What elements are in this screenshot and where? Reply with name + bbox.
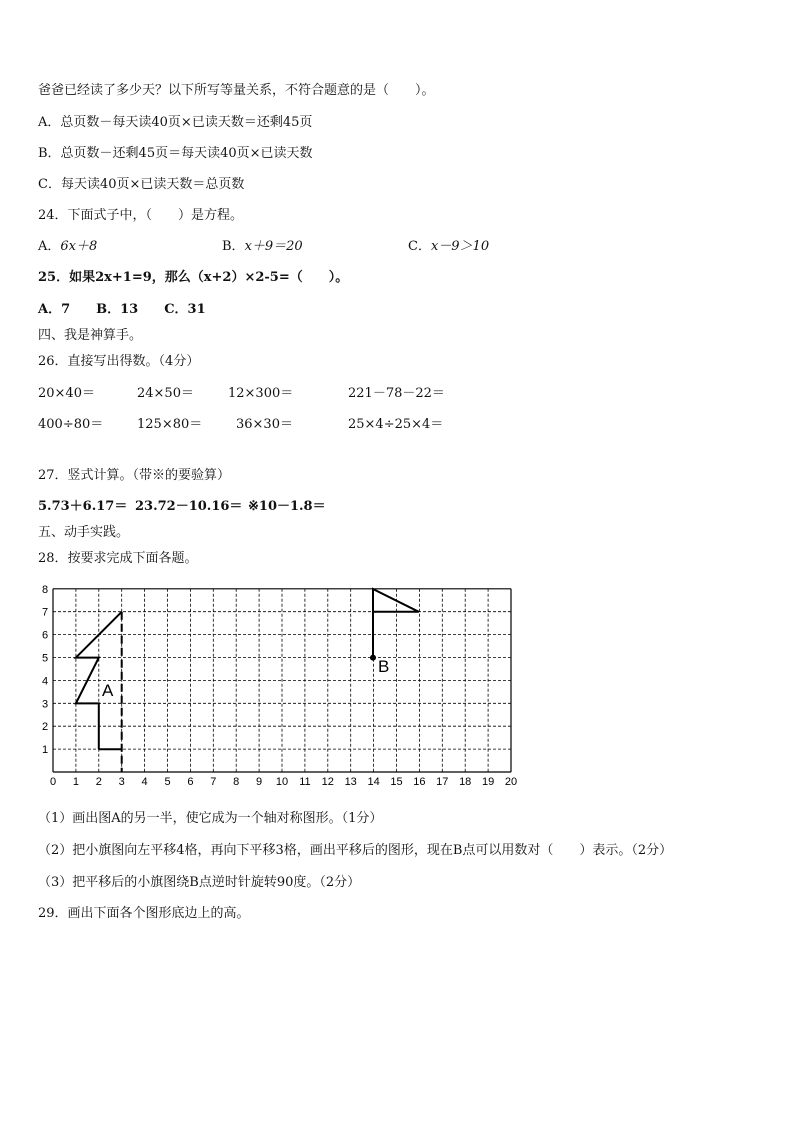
point-b-label: B: [378, 657, 390, 676]
section-4-title: 四、我是神算手。: [38, 328, 143, 343]
x-tick-label: 17: [436, 776, 449, 788]
q25-stem: 25．如果2x+1=9，那么（x+2）×2-5=（ ）。: [38, 270, 349, 285]
section-5-title: 五、动手实践。: [38, 525, 130, 540]
y-tick-label: 2: [41, 721, 49, 734]
q26-r1-c3: 12×300＝: [228, 386, 294, 401]
y-tick-label: 5: [41, 652, 49, 665]
q26-r1-c2: 24×50＝: [137, 386, 194, 401]
x-tick-label: 16: [413, 776, 426, 788]
q26-r1-c1: 20×40＝: [38, 386, 95, 401]
q28-sub-3: （3）把平移后的小旗图绕B点逆时针旋转90度。（2分）: [38, 875, 361, 890]
q23-option-b: B．总页数－还剩45页＝每天读40页×已读天数: [38, 146, 313, 161]
q28-sub-2: （2）把小旗图向左平移4格，再向下平移3格，画出平移后的图形，现在B点可以用数对（ ）表示。（2分）: [38, 843, 673, 858]
q26-r2-c4: 25×4÷25×4＝: [348, 417, 444, 432]
x-tick-label: 8: [233, 776, 240, 788]
q24-option-c-expr: x－9＞10: [430, 239, 490, 254]
q26-r1-c4: 221－78－22＝: [348, 386, 445, 401]
x-tick-label: 15: [390, 776, 403, 788]
q27-item-2: 23.72－10.16＝: [135, 499, 243, 514]
q23-option-a: A．总页数－每天读40页×已读天数＝还剩45页: [38, 115, 313, 130]
q26-r2-c3: 36×30＝: [236, 417, 293, 432]
q24-option-a-expr: 6x＋8: [60, 239, 98, 254]
x-tick-label: 13: [344, 776, 357, 788]
q27-stem: 27．竖式计算。（带※的要验算）: [38, 468, 231, 483]
q27-item-1: 5.73＋6.17＝: [38, 499, 128, 514]
q29-stem: 29．画出下面各个图形底边上的高。: [38, 906, 250, 921]
q28-stem: 28．按要求完成下面各题。: [38, 551, 198, 566]
x-tick-label: 6: [187, 776, 194, 788]
y-tick-label: 8: [41, 583, 49, 596]
q26-r2-c1: 400÷80＝: [38, 417, 104, 432]
y-tick-label: 3: [41, 698, 49, 711]
flag-triangle: [373, 589, 419, 612]
q24-option-c: [408, 238, 489, 256]
x-tick-label: 9: [256, 776, 263, 788]
x-tick-label: 20: [504, 776, 518, 788]
x-tick-label: 7: [210, 776, 217, 788]
x-tick-label: 2: [95, 776, 102, 788]
x-tick-label: 4: [141, 776, 148, 788]
y-tick-label: 1: [41, 744, 49, 757]
q24-option-c-label: C．: [408, 239, 431, 254]
q24-stem: 24．下面式子中，（ ）是方程。: [38, 208, 244, 223]
q25-options: A．7 B．13 C．31: [38, 302, 206, 317]
q23-option-c: C．每天读40页×已读天数＝总页数: [38, 177, 245, 192]
q24-option-a: [38, 238, 97, 256]
x-tick-label: 5: [164, 776, 171, 788]
x-tick-label: 12: [321, 776, 334, 788]
x-tick-label: 14: [367, 776, 380, 788]
x-tick-label: 3: [118, 776, 125, 788]
q26-r2-c2: 125×80＝: [137, 417, 203, 432]
q27-item-3: ※10－1.8＝: [248, 499, 326, 514]
q24-option-b-label: B．: [222, 239, 245, 254]
q28-grid-figure: [30, 578, 530, 793]
q28-sub-1: （1）画出图A的另一半，使它成为一个轴对称图形。（1分）: [38, 811, 383, 826]
x-tick-label: 19: [481, 776, 495, 788]
y-tick-label: 4: [41, 675, 49, 688]
y-tick-label: 7: [41, 606, 49, 619]
q24-option-b: [222, 238, 303, 256]
x-tick-label: 0: [49, 776, 57, 788]
q24-option-a-label: A．: [38, 239, 61, 254]
q28-grid-svg: [30, 578, 530, 793]
y-tick-label: 6: [41, 629, 49, 642]
x-tick-label: 1: [72, 776, 79, 788]
point-b: [370, 655, 376, 661]
x-tick-label: 11: [299, 776, 311, 788]
question-intro: 爸爸已经读了多少天？以下所写等量关系，不符合题意的是（ ）。: [38, 83, 435, 98]
figure-a-label: A: [102, 681, 114, 700]
x-tick-label: 10: [275, 776, 289, 788]
q26-stem: 26．直接写出得数。（4分）: [38, 354, 200, 369]
x-tick-label: 18: [459, 776, 472, 788]
q24-option-b-expr: x＋9＝20: [244, 239, 303, 254]
